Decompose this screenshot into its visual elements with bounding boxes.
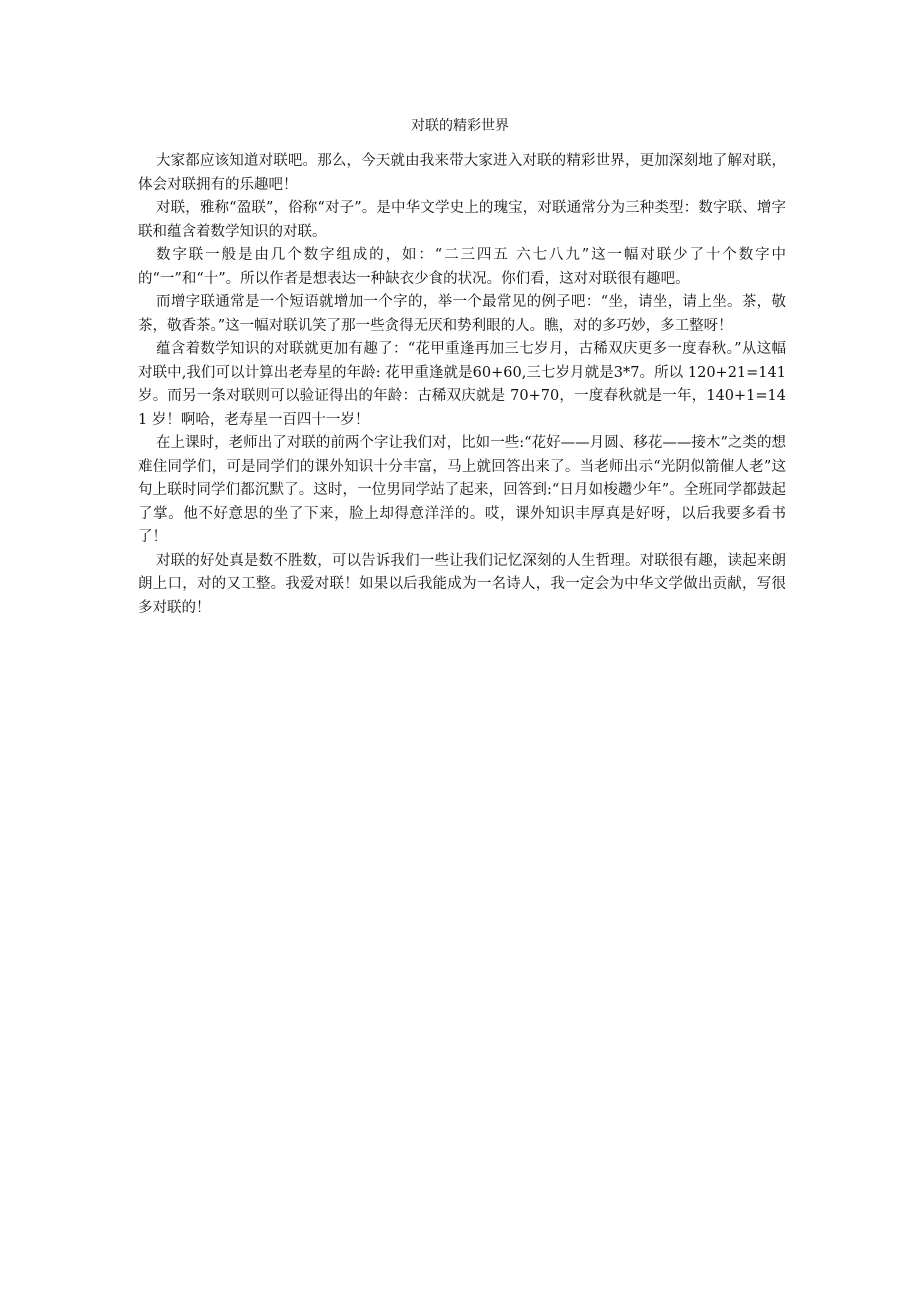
paragraph-classroom: 在上课时，老师出了对联的前两个字让我们对，比如一些:“花好——月圆、移花——接木”之类的想难住同学们，可是同学们的课外知识十分丰富，马上就回答出来了。当老师出示“光阴似箭催人老”这句上联时同学们都沉默了。这时，一位男同学站了起来，回答到:“日月如梭趱少年”。全班同学都鼓起了掌。他不好意思的坐了下来，脸上却得意洋洋的。哎，课外知识丰厚真是好呀，以后我要多看书了！ — [138, 435, 786, 545]
paragraph-types: 对联，雅称“盈联”，俗称“对子”。是中华文学史上的瑰宝，对联通常分为三种类型：数字联、增字联和蕴含着数学知识的对联。 — [138, 200, 786, 240]
document-title: 对联的精彩世界 — [411, 118, 509, 134]
paragraph-conclusion: 对联的好处真是数不胜数，可以告诉我们一些让我们记忆深刻的人生哲理。对联很有趣，读起来朗朗上口，对的又工整。我爱对联！如果以后我能成为一名诗人，我一定会为中华文学做出贡献，写很多对联的！ — [138, 552, 786, 616]
paragraph-added-word-couplet: 而增字联通常是一个短语就增加一个字的，举一个最常见的例子吧：“坐，请坐，请上坐。茶，敬茶，敬香茶。”这一幅对联讥笑了那一些贪得无厌和势利眼的人。瞧，对的多巧妙，多工整呀！ — [138, 294, 786, 334]
paragraph-number-couplet: 数字联一般是由几个数字组成的，如：“二三四五 六七八九”这一幅对联少了十个数字中的“一”和“十”。所以作者是想表达一种缺衣少食的状况。你们看，这对对联很有趣吧。 — [138, 247, 786, 287]
document-body — [138, 150, 786, 620]
paragraph-math-couplet: 蕴含着数学知识的对联就更加有趣了：“花甲重逢再加三七岁月，古稀双庆更多一度春秋。”从这幅对联中,我们可以计算出老寿星的年龄: 花甲重逢就是60+60,三七岁月就是3*7。所以 120+21=141 岁。而另一条对联则可以验证得出的年龄：古稀双庆就是 70+70，一度春秋就是一年，140+1=141 岁！啊哈，老寿星一百四十一岁！ — [138, 341, 786, 428]
paragraph-intro: 大家都应该知道对联吧。那么，今天就由我来带大家进入对联的精彩世界，更加深刻地了解对联，体会对联拥有的乐趣吧！ — [138, 153, 786, 193]
